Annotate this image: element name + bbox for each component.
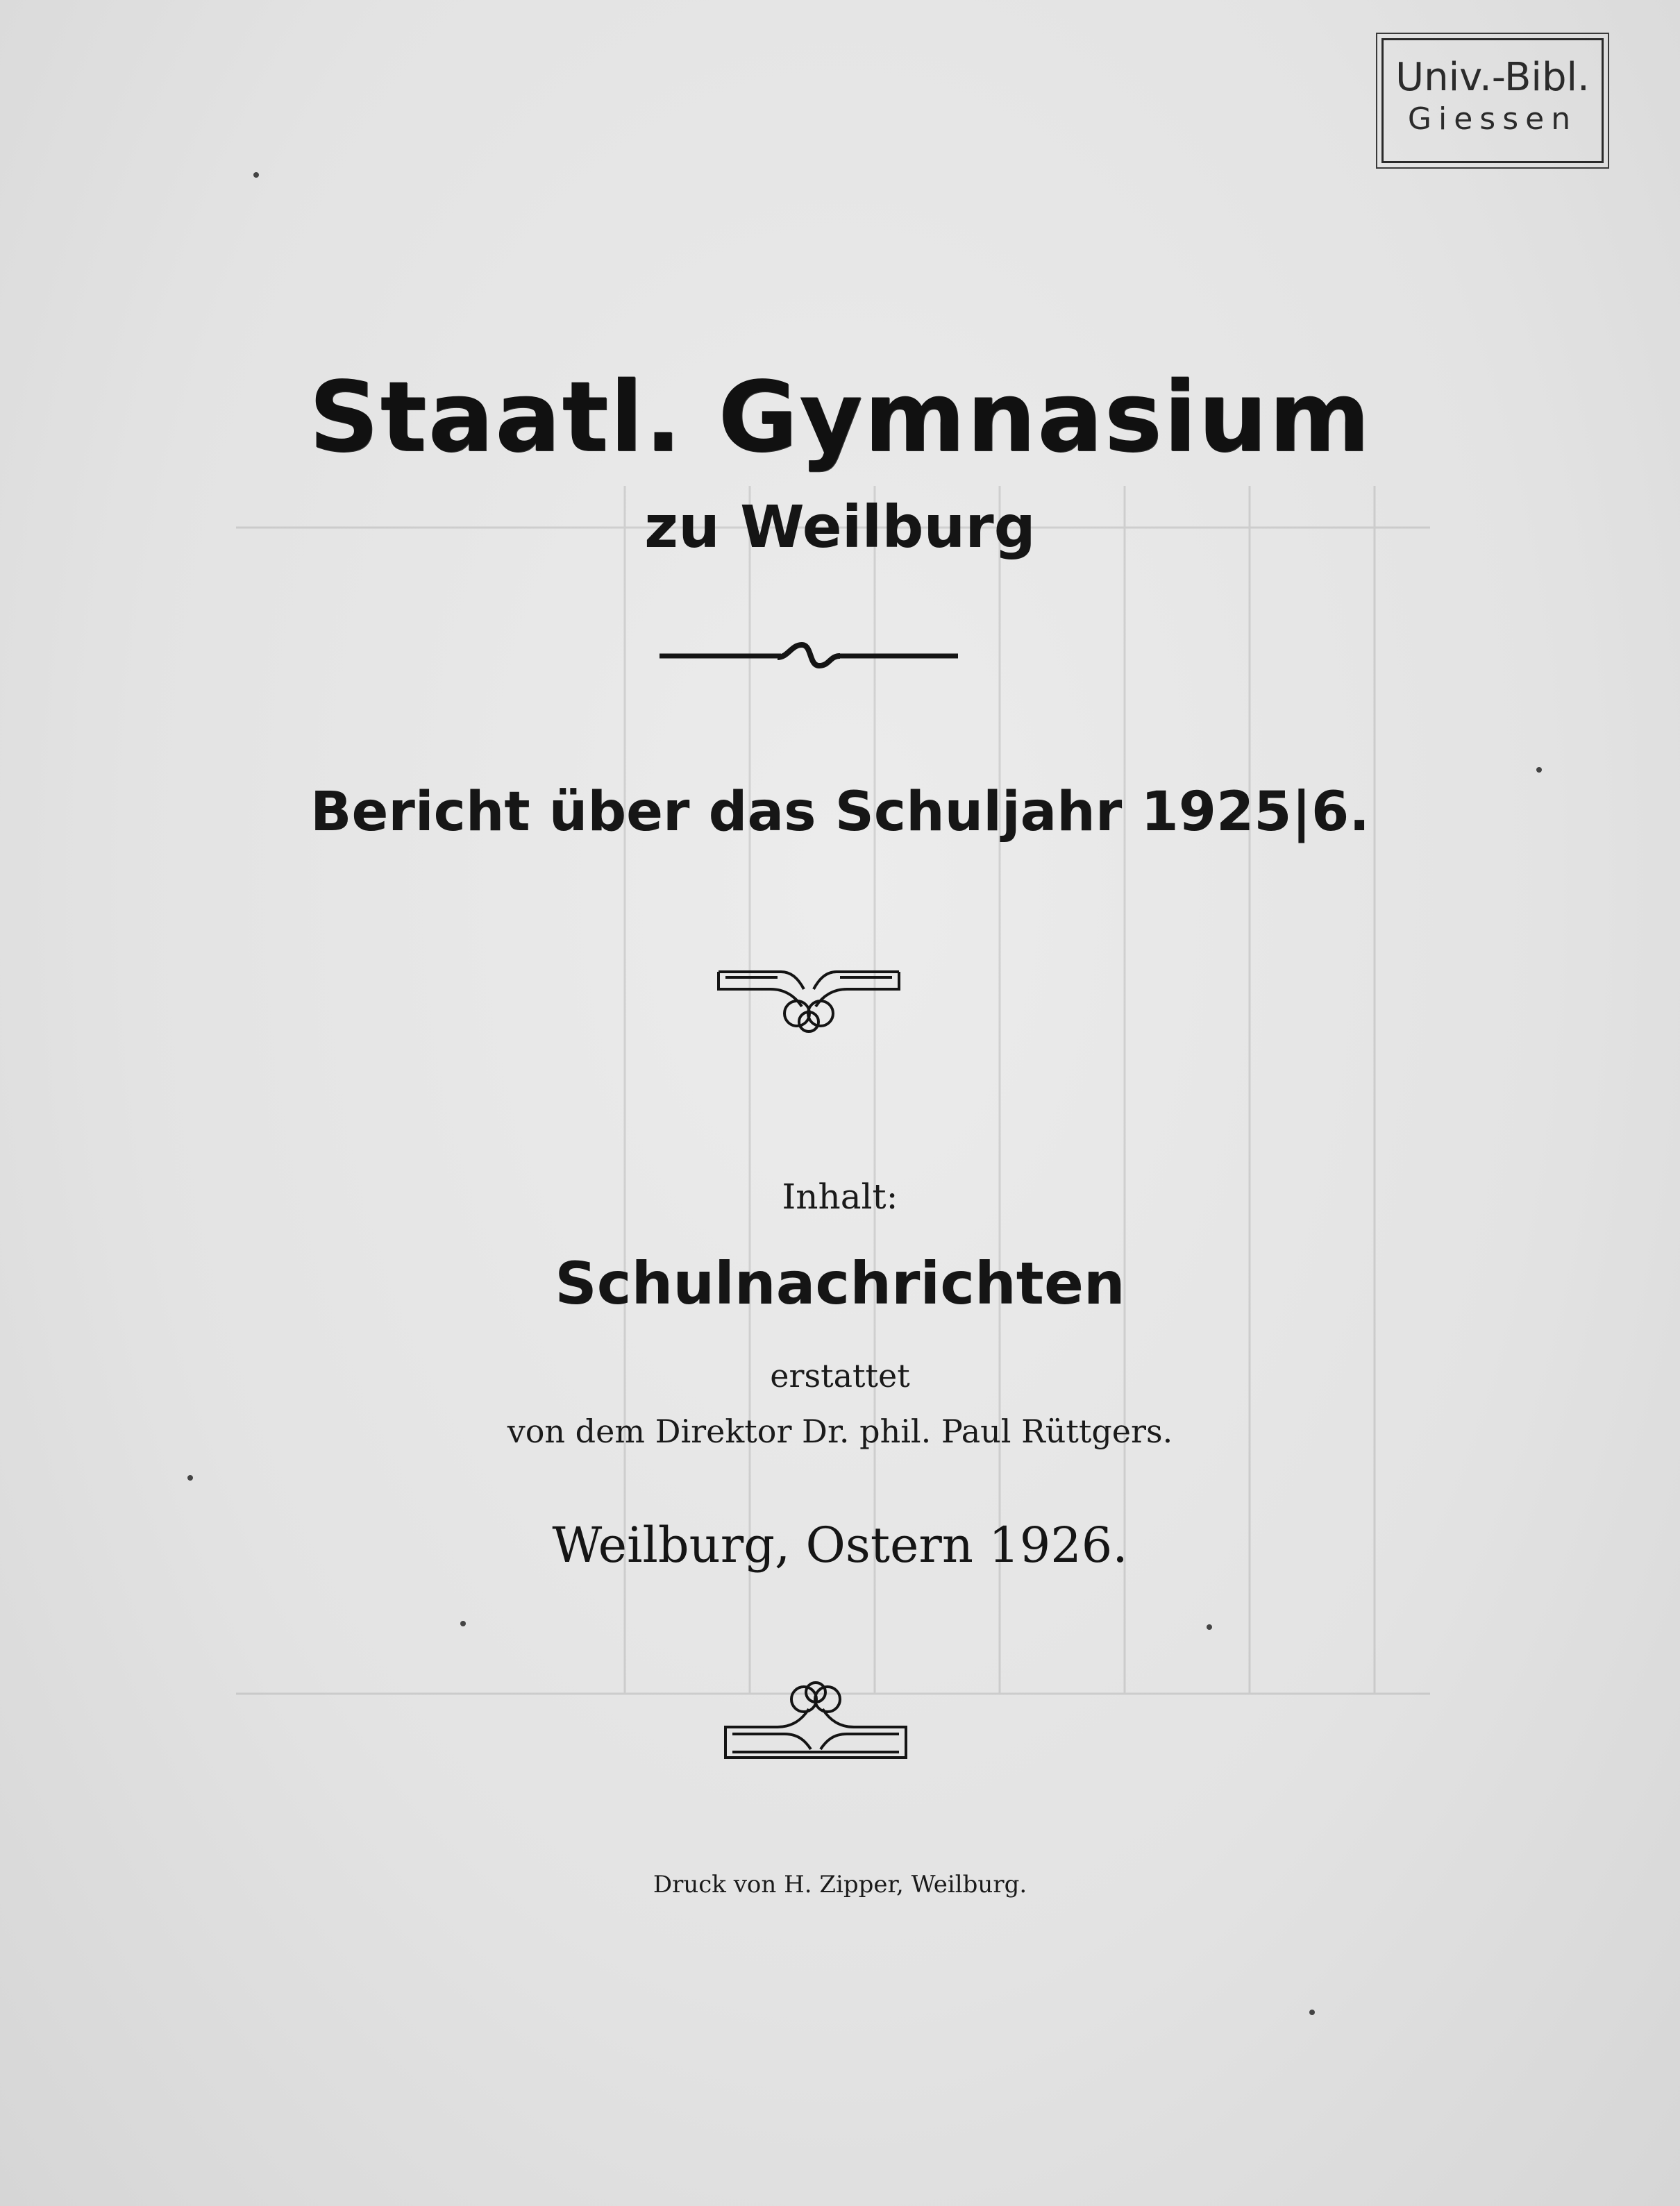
ink-speck xyxy=(187,1475,193,1481)
scroll-ornament-top xyxy=(715,958,902,1034)
delivered-label: erstattet xyxy=(770,1357,910,1395)
report-title: Bericht über das Schuljahr 1925|6. xyxy=(310,781,1370,843)
stamp-line-2: Giessen xyxy=(1407,101,1578,137)
scroll-ornament-bottom xyxy=(722,1680,909,1763)
author-line: von dem Direktor Dr. phil. Paul Rüttgers. xyxy=(507,1413,1173,1450)
section-title: Schulnachrichten xyxy=(555,1249,1125,1317)
ink-speck xyxy=(460,1621,466,1626)
document-title: Staatl. Gymnasium xyxy=(308,361,1372,474)
contents-label: Inhalt: xyxy=(782,1177,898,1217)
ink-speck xyxy=(1536,767,1542,773)
ink-speck xyxy=(1309,2010,1315,2015)
ink-speck xyxy=(253,172,259,178)
place-date: Weilburg, Ostern 1926. xyxy=(552,1517,1128,1574)
stamp-line-1: Univ.-Bibl. xyxy=(1395,55,1590,100)
document-subtitle: zu Weilburg xyxy=(644,493,1036,561)
ink-speck xyxy=(1207,1624,1212,1630)
printer-line: Druck von H. Zipper, Weilburg. xyxy=(653,1871,1027,1898)
wave-rule-ornament xyxy=(660,635,958,677)
library-stamp xyxy=(1381,38,1604,163)
